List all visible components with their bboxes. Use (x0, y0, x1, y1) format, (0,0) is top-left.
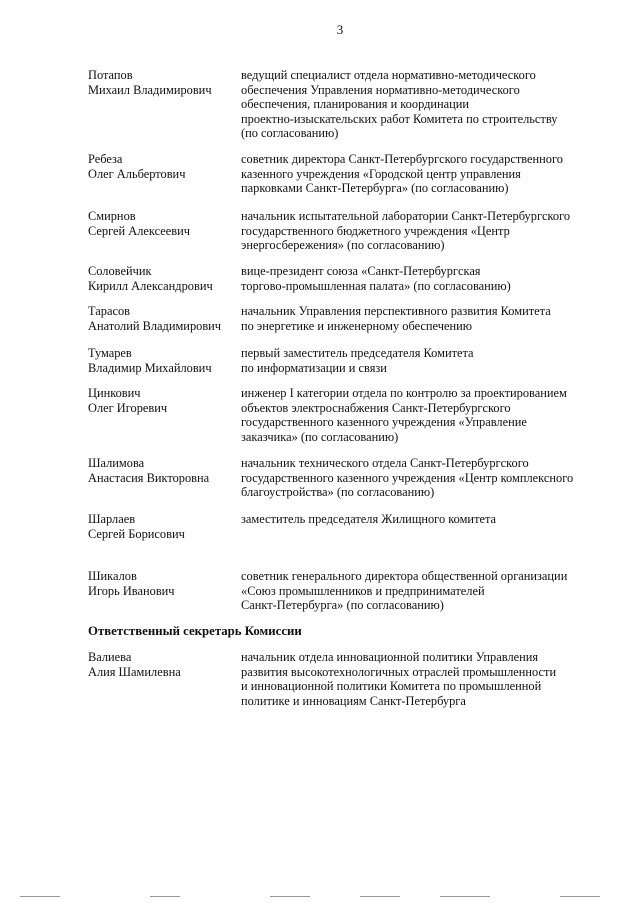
role-line: по энергетике и инженерному обеспечению (241, 318, 472, 333)
secretary-heading: Ответственный секретарь Комиссии (88, 624, 302, 638)
scan-mark (150, 896, 180, 897)
role-line: начальник технического отдела Санкт-Петербургского (241, 456, 529, 470)
member-surname: Тумарев (88, 346, 132, 360)
role-line: вице-президент союза «Санкт-Петербургская (241, 264, 481, 278)
member-entry (88, 569, 608, 613)
member-surname: Шарлаев (88, 512, 136, 526)
role-line: государственного казенного учреждения «Управление (241, 415, 527, 430)
member-name (88, 264, 241, 293)
scan-mark (560, 896, 600, 897)
member-given-name: Олег Альбертович (88, 166, 186, 181)
scan-mark (270, 896, 310, 897)
member-role (241, 304, 608, 333)
role-line: торгово-промышленная палата» (по согласованию) (241, 278, 511, 293)
member-given-name: Владимир Михайлович (88, 360, 212, 375)
role-line: парковками Санкт-Петербурга» (по согласованию) (241, 181, 509, 196)
member-role (241, 512, 608, 541)
member-entry (88, 152, 608, 196)
role-line: (по согласованию) (241, 126, 339, 141)
member-role (241, 68, 608, 141)
member-given-name: Сергей Алексеевич (88, 223, 190, 238)
member-name (88, 346, 241, 375)
member-name (88, 68, 241, 141)
member-name (88, 650, 241, 708)
member-given-name: Алия Шамилевна (88, 664, 181, 679)
member-surname: Цинкович (88, 386, 141, 400)
member-role (241, 456, 608, 500)
member-name (88, 456, 241, 500)
role-line: заместитель председателя Жилищного комитета (241, 512, 497, 526)
role-line: политике и инновациям Санкт-Петербурга (241, 693, 466, 708)
member-surname: Смирнов (88, 209, 136, 223)
role-line: советник директора Санкт-Петербургского государственного (241, 152, 563, 166)
member-entry (88, 512, 608, 541)
member-role (241, 386, 608, 444)
member-role (241, 569, 608, 613)
role-line: государственного бюджетного учреждения «Центр (241, 223, 510, 238)
member-given-name: Сергей Борисович (88, 526, 185, 541)
member-entry (88, 346, 608, 375)
member-surname: Ребеза (88, 152, 123, 166)
role-line: советник генерального директора общественной организации (241, 569, 568, 583)
member-role (241, 152, 608, 196)
role-line: проектно-изыскательских работ Комитета по строительству (241, 111, 558, 126)
member-entry (88, 386, 608, 444)
role-line: казенного учреждения «Городской центр управления (241, 166, 521, 181)
scan-mark (360, 896, 400, 897)
role-line: энергосбережения» (по согласованию) (241, 238, 445, 253)
member-entry-secretary (88, 650, 608, 708)
member-surname: Шикалов (88, 569, 137, 583)
role-line: обеспечения, планирования и координации (241, 97, 470, 112)
member-role (241, 346, 608, 375)
role-line: начальник отдела инновационной политики Управления (241, 650, 539, 664)
role-line: и инновационной политики Комитета по промышленной (241, 679, 542, 694)
member-entry (88, 304, 608, 333)
member-entry (88, 264, 608, 293)
member-given-name: Кирилл Александрович (88, 278, 213, 293)
role-line: инженер I категории отдела по контролю за проектированием (241, 386, 567, 400)
member-entry (88, 456, 608, 500)
role-line: обеспечения Управления нормативно-методического (241, 82, 520, 97)
role-line: начальник Управления перспективного развития Комитета (241, 304, 551, 318)
role-line: развития высокотехнологичных отраслей промышленности (241, 664, 557, 679)
role-line: Санкт-Петербурга» (по согласованию) (241, 598, 444, 613)
member-surname: Валиева (88, 650, 132, 664)
member-given-name: Анастасия Викторовна (88, 470, 210, 485)
member-name (88, 386, 241, 444)
member-name (88, 569, 241, 613)
role-line: начальник испытательной лаборатории Санкт-Петербургского (241, 209, 571, 223)
member-role (241, 650, 608, 708)
role-line: «Союз промышленников и предпринимателей (241, 583, 485, 598)
role-line: объектов электроснабжения Санкт-Петербургского (241, 400, 511, 415)
scan-mark (440, 896, 490, 897)
member-entry (88, 68, 608, 141)
member-role (241, 264, 608, 293)
role-line: благоустройства» (по согласованию) (241, 485, 435, 500)
member-given-name: Игорь Иванович (88, 583, 175, 598)
member-name (88, 512, 241, 541)
member-entry (88, 209, 608, 253)
page-number: 3 (336, 22, 344, 37)
member-given-name: Анатолий Владимирович (88, 318, 222, 333)
member-name (88, 209, 241, 253)
role-line: первый заместитель председателя Комитета (241, 346, 474, 360)
scan-mark (20, 896, 60, 897)
role-line: государственного казенного учреждения «Центр комплексного (241, 470, 574, 485)
member-given-name: Олег Игоревич (88, 400, 168, 415)
role-line: по информатизации и связи (241, 360, 387, 375)
member-name (88, 152, 241, 196)
role-line: ведущий специалист отдела нормативно-методического (241, 68, 536, 82)
member-surname: Соловейчик (88, 264, 152, 278)
member-role (241, 209, 608, 253)
secretary-entry (88, 650, 608, 708)
member-given-name: Михаил Владимирович (88, 82, 212, 97)
member-surname: Тарасов (88, 304, 130, 318)
member-surname: Шалимова (88, 456, 145, 470)
member-name (88, 304, 241, 333)
member-surname: Потапов (88, 68, 133, 82)
role-line: заказчика» (по согласованию) (241, 429, 399, 444)
